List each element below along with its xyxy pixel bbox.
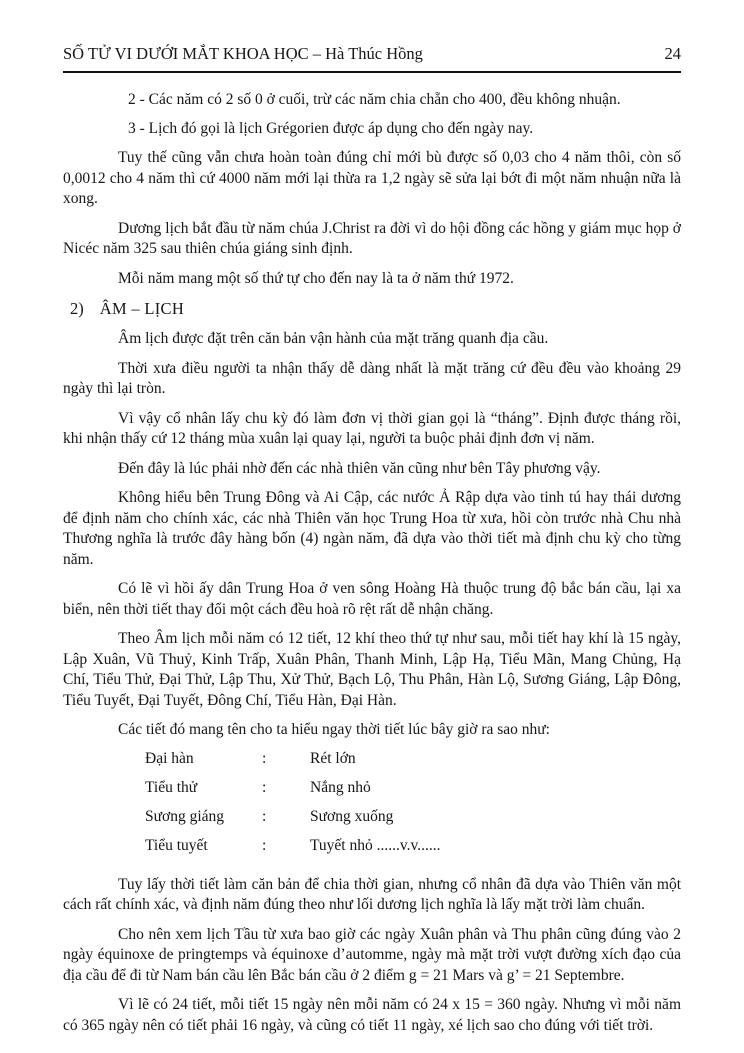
term-meaning: Rét lớn: [310, 749, 356, 767]
term-label: Tiểu tuyết: [145, 836, 208, 854]
header-rule: [63, 71, 681, 73]
term-meaning: Tuyết nhỏ ......v.v......: [310, 836, 441, 854]
body-paragraph: Không hiểu bên Trung Đông và Ai Cập, các nước Ả Rập dựa vào tinh tú hay thái dương để định năm cho chính xác, các nhà Thiên văn học Trung Hoa từ xưa, hồi còn trước nhà Chu nhà Thương nghĩa là trước đây hàng bốn (4) ngàn năm, đã dựa vào thời tiết mà định chu kỳ cho từng năm.: [63, 489, 681, 568]
body-paragraph: Đến đây là lúc phải nhờ đến các nhà thiên văn cũng như bên Tây phương vậy.: [118, 459, 601, 477]
body-paragraph: Vì lẽ có 24 tiết, mỗi tiết 15 ngày nên mỗi năm có 24 x 15 = 360 ngày. Nhưng vì mỗi năm có 365 ngày nên có tiết phải 16 ngày, và cũng có tiết 11 ngày, xé lịch sao cho đúng với tiết trời.: [63, 996, 681, 1034]
term-colon: :: [262, 778, 267, 796]
term-label: Sương giáng: [145, 807, 225, 825]
term-row: [145, 837, 681, 866]
term-colon: :: [262, 749, 267, 767]
body-paragraph: Âm lịch được đặt trên căn bản vận hành của mặt trăng quanh địa cầu.: [118, 330, 549, 347]
body-paragraph: Dương lịch bắt đầu từ năm chúa J.Christ ra đời vì do hội đồng các hồng y giám mục họp ở Nicéc năm 325 sau thiên chúa giáng sinh định.: [63, 219, 681, 257]
page-header: [63, 44, 681, 64]
term-label: Đại hàn: [145, 749, 194, 767]
term-meaning: Nắng nhỏ: [310, 778, 371, 796]
section-number: 2): [70, 299, 84, 318]
body-paragraph: Các tiết đó mang tên cho ta hiểu ngay thời tiết lúc bây giờ ra sao như:: [118, 721, 550, 738]
header-title: SỐ TỬ VI DƯỚI MẮT KHOA HỌC – Hà Thúc Hồng: [63, 44, 423, 63]
body-paragraph: Cho nên xem lịch Tầu từ xưa bao giờ các ngày Xuân phân và Thu phân cũng đúng vào 2 ngày équinoxe de pringtemps và équinoxe d’automme, ngày mà mặt trời vượt đường xích đạo của địa cầu để đi từ Nam bán cầu lên Bắc bán cầu ở 2 điểm g = 21 Mars và g’ = 21 Septembre.: [63, 925, 681, 984]
header-page-number: 24: [664, 44, 681, 63]
body-paragraph: Vì vậy cổ nhân lấy chu kỳ đó làm đơn vị thời gian gọi là “tháng”. Định được tháng rồi, khi nhận thấy cứ 12 tháng mùa xuân lại quay lại, người ta buộc phải định đơn vị năm.: [63, 409, 681, 447]
term-row: [145, 779, 681, 808]
term-row: [145, 750, 681, 779]
terms-table: [145, 750, 681, 866]
term-label: Tiểu thử: [145, 778, 198, 796]
body-paragraph: Có lẽ vì hồi ấy dân Trung Hoa ở ven sông Hoàng Hà thuộc trung độ bắc bán cầu, lại xa biển, nên thời tiết thay đổi một cách đều hoà rõ rệt rất dễ nhận chăng.: [63, 580, 681, 618]
body-paragraph: Tuy lấy thời tiết làm căn bản để chia thời gian, nhưng cổ nhân đã dựa vào Thiên văn một cách rất chính xác, và định năm đúng theo như lối dương lịch nghĩa là lấy mặt trời làm chuẩn.: [63, 875, 681, 913]
body-paragraph: Thời xưa điều người ta nhận thấy dễ dàng nhất là mặt trăng cứ đều đều vào khoảng 29 ngày thì lại tròn.: [63, 359, 681, 397]
body-paragraph: Theo Âm lịch mỗi năm có 12 tiết, 12 khí theo thứ tự như sau, mỗi tiết hay khí là 15 ngày, Lập Xuân, Vũ Thuỷ, Kinh Trấp, Xuân Phân, Thanh Minh, Lập Hạ, Tiểu Mãn, Mang Chủng, Hạ Chí, Tiểu Thử, Đại Thử, Lập Thu, Xử Thử, Bạch Lộ, Thu Phân, Hàn Lộ, Sương Giáng, Lập Đông, Tiểu Tuyết, Đại Tuyết, Đông Chí, Tiểu Hàn, Đại Hàn.: [63, 630, 681, 709]
section-heading: [63, 298, 681, 319]
term-colon: :: [262, 807, 267, 825]
note-item: 3 - Lịch đó gọi là lịch Grégorien được áp dụng cho đến ngày nay.: [128, 120, 534, 137]
body-paragraph: Mỗi năm mang một số thứ tự cho đến nay là ta ở năm thứ 1972.: [118, 269, 514, 287]
numbered-notes: [63, 90, 681, 139]
body-paragraph: Tuy thế cũng vẫn chưa hoàn toàn đúng chỉ mới bù được số 0,03 cho 4 năm thôi, còn số 0,0012 cho 4 năm thì cứ 4000 năm mới lại thừa ra 1,2 ngày sẽ sửa lại bớt đi một năm nhuận nữa là xong.: [63, 149, 681, 207]
term-row: [145, 808, 681, 837]
term-meaning: Sương xuống: [310, 807, 394, 825]
term-colon: :: [262, 836, 267, 854]
note-item: 2 - Các năm có 2 số 0 ở cuối, trừ các năm chia chẵn cho 400, đều không nhuận.: [128, 91, 621, 108]
section-title: ÂM – LỊCH: [99, 299, 185, 318]
